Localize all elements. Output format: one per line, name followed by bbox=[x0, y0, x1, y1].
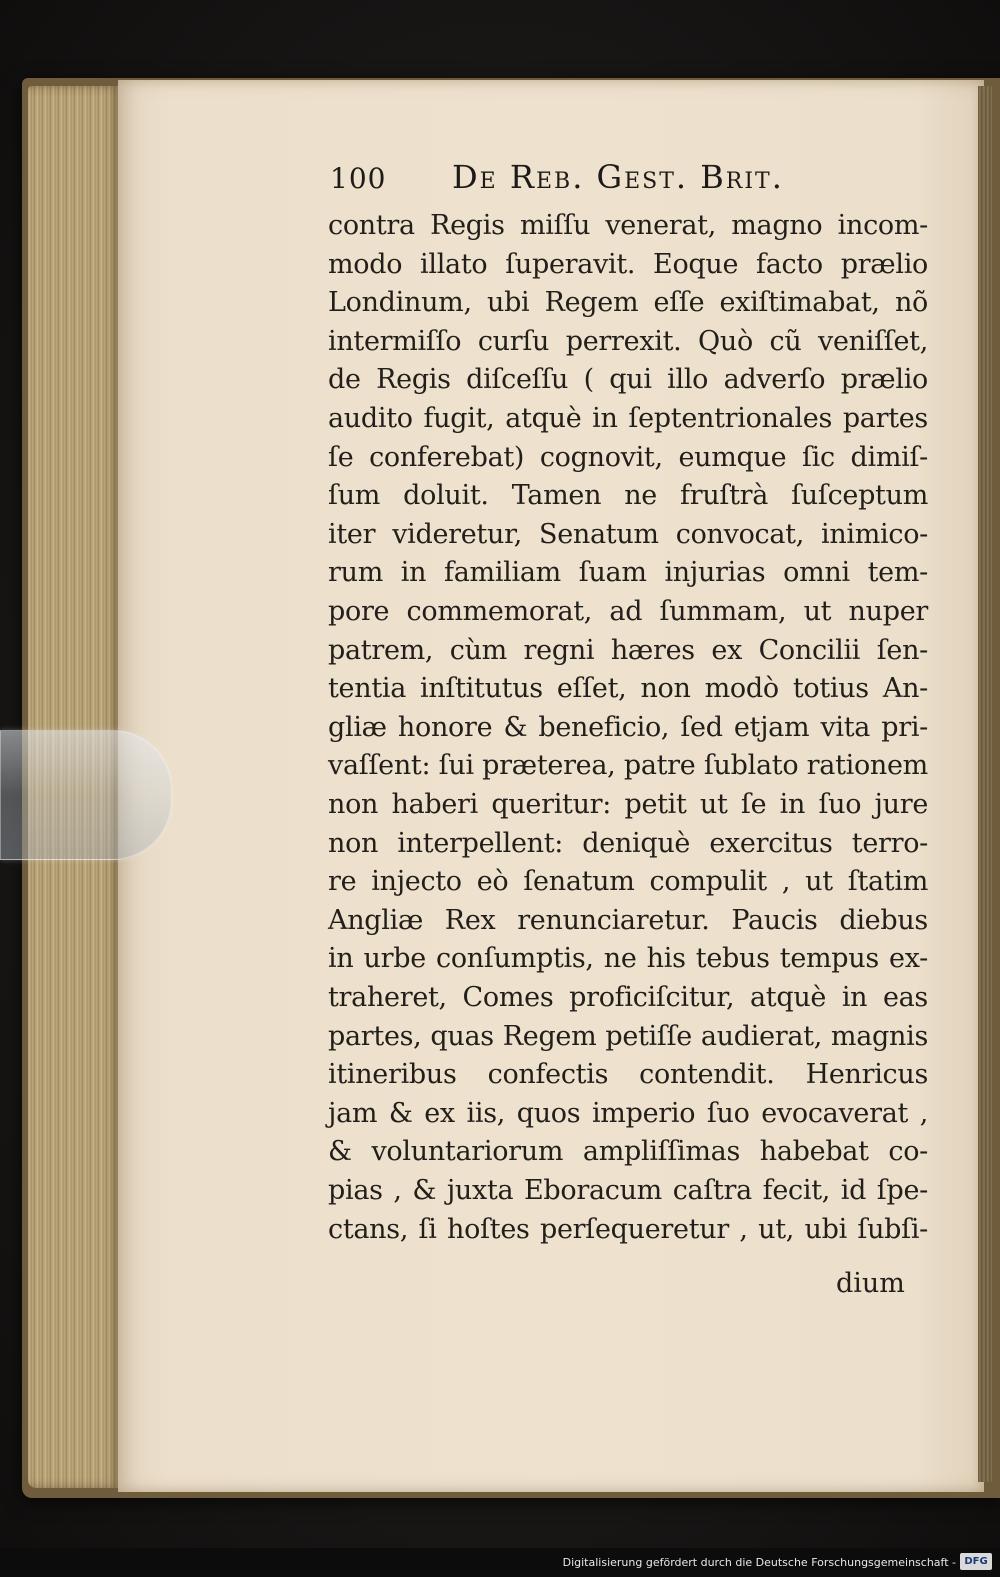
text-line: ſum doluit. Tamen ne fruſtrà ſuſceptum bbox=[328, 480, 928, 512]
running-title: De Reb. Gest. Brit. bbox=[452, 158, 784, 196]
text-line: audito fugit, atquè in ſeptentrionales partes bbox=[328, 403, 928, 434]
text-line: rum in familiam ſuam injurias omni tem- bbox=[328, 557, 928, 589]
plastic-page-clip bbox=[0, 730, 172, 860]
footer-credit: Digitalisierung gefördert durch die Deutsche Forschungsgemeinschaft - bbox=[562, 1556, 956, 1569]
text-line: non haberi queritur: petit ut ſe in ſuo jure bbox=[328, 789, 928, 820]
text-line: Angliæ Rex renunciaretur. Paucis diebus bbox=[328, 904, 928, 936]
text-line: & voluntariorum ampliſſimas habebat co- bbox=[328, 1136, 928, 1168]
page-number: 100 bbox=[330, 162, 387, 195]
text-line: ctans, ſi hoſtes perſequeretur , ut, ubi ſubſi- bbox=[328, 1213, 928, 1245]
text-line: jam & ex iis, quos imperio ſuo evocaverat , bbox=[328, 1097, 928, 1129]
text-line: de Regis diſceſſu ( qui illo adverſo prælio bbox=[328, 364, 928, 396]
text-line: modo illato ſuperavit. Eoque facto prælio bbox=[328, 248, 928, 280]
text-line: vaſſent: ſui præterea, patre ſublato rationem bbox=[328, 750, 928, 782]
text-line: patrem, cùm regni hæres ex Concilii ſen- bbox=[328, 634, 928, 666]
text-line: intermiſſo curſu perrexit. Quò cũ veniſſet, bbox=[328, 325, 928, 357]
catchword: dium bbox=[836, 1268, 905, 1299]
text-line: pore commemorat, ad ſummam, ut nuper bbox=[328, 596, 928, 627]
text-line: partes, quas Regem petiſſe audierat, magnis bbox=[328, 1020, 928, 1052]
text-line: in urbe conſumptis, ne his tebus tempus ex- bbox=[328, 943, 928, 975]
right-page-edge bbox=[978, 86, 992, 1482]
text-line: itineribus confectis contendit. Henricus bbox=[328, 1059, 928, 1091]
text-line: tentia inſtitutus eſſet, non modò totius An- bbox=[328, 673, 928, 705]
text-line: iter videretur, Senatum convocat, inimico- bbox=[328, 518, 928, 550]
text-line: pias , & juxta Eboracum caſtra fecit, id ſpe- bbox=[328, 1175, 928, 1206]
text-line: gliæ honore & beneficio, ſed etjam vita pri- bbox=[328, 711, 928, 743]
text-line: contra Regis miſſu venerat, magno incom- bbox=[328, 210, 928, 241]
text-line: Londinum, ubi Regem eſſe exiſtimabat, nõ bbox=[328, 287, 928, 319]
dfg-logo: DFG bbox=[960, 1553, 992, 1570]
text-line: non interpellent: deniquè exercitus terro- bbox=[328, 827, 928, 859]
text-line: re injecto eò ſenatum compulit , ut ſtatim bbox=[328, 866, 928, 898]
text-line: traheret, Comes proficiſcitur, atquè in eas bbox=[328, 982, 928, 1013]
text-line: ſe conferebat) cognovit, eumque ſic dimiſ- bbox=[328, 441, 928, 473]
running-head bbox=[330, 158, 820, 198]
